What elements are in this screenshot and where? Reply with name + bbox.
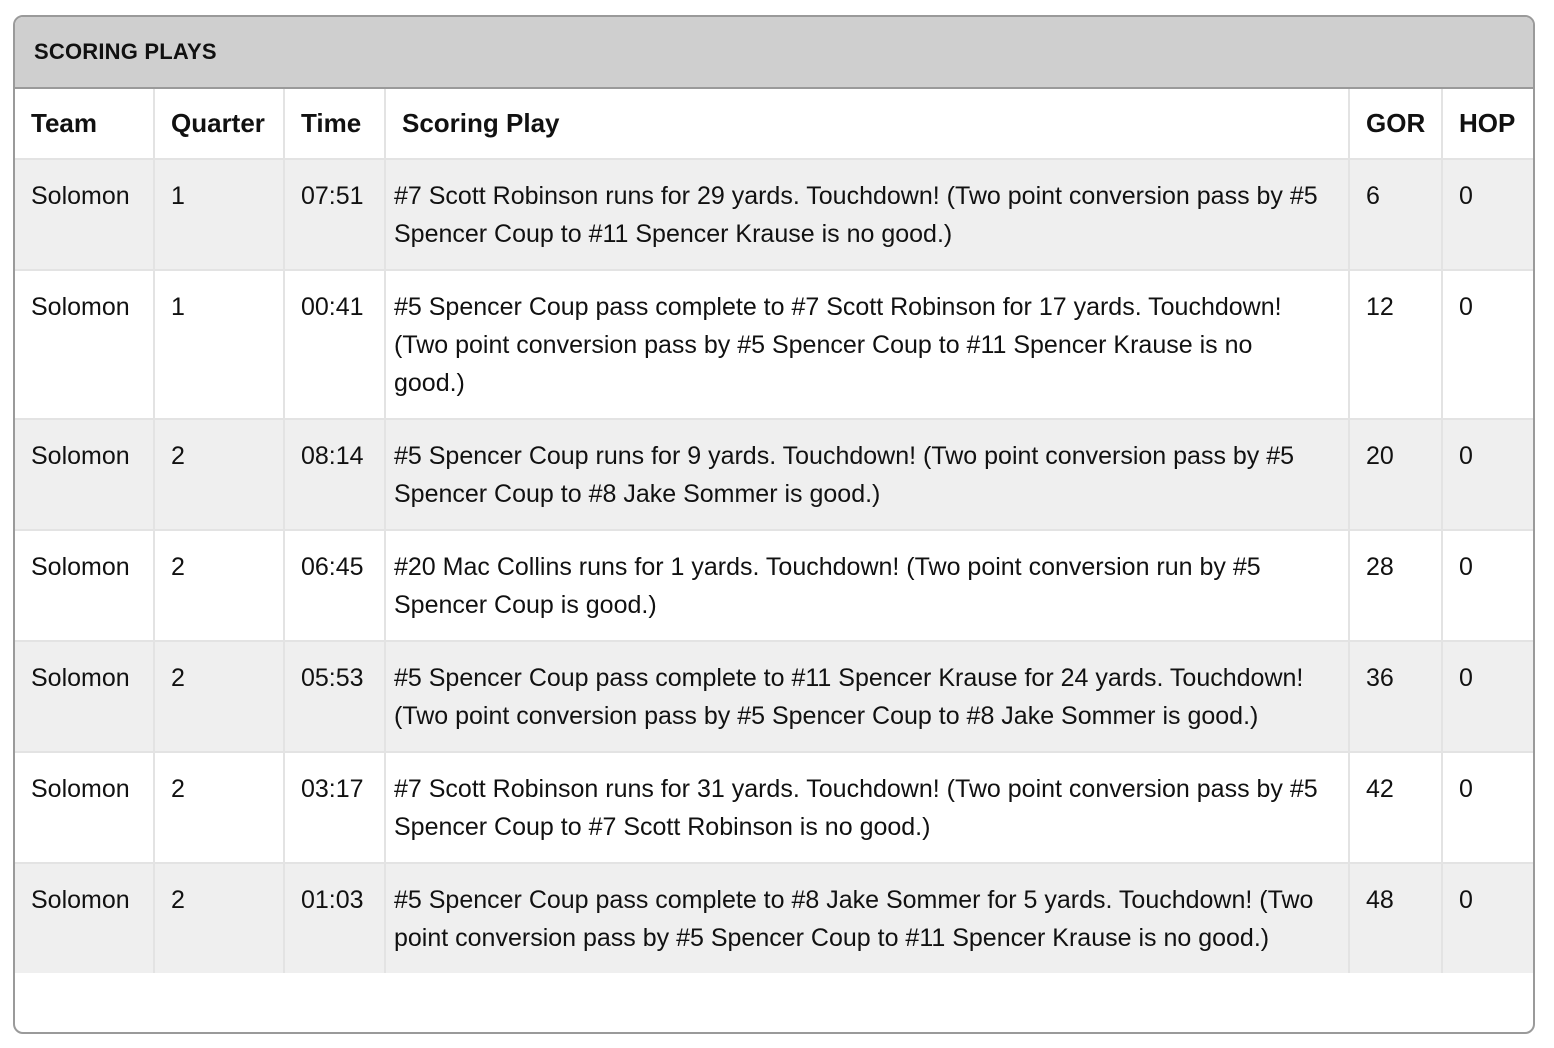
table-row bbox=[15, 863, 1533, 973]
hop-score-cell: 0 bbox=[1442, 419, 1533, 530]
table-row bbox=[15, 270, 1533, 419]
time-cell: 08:14 bbox=[284, 419, 385, 530]
team-cell: Solomon bbox=[15, 530, 154, 641]
team-cell: Solomon bbox=[15, 159, 154, 270]
gor-score-cell: 48 bbox=[1349, 863, 1442, 973]
table-row bbox=[15, 641, 1533, 752]
quarter-cell: 2 bbox=[154, 863, 284, 973]
scoring-play-cell: #5 Spencer Coup pass complete to #8 Jake Sommer for 5 yards. Touchdown! (Two point conversion pass by #5 Spencer Coup to #11 Spencer Krause is no good.) bbox=[385, 863, 1349, 973]
quarter-cell: 2 bbox=[154, 752, 284, 863]
scoring-play-cell: #5 Spencer Coup pass complete to #11 Spencer Krause for 24 yards. Touchdown! (Two point conversion pass by #5 Spencer Coup to #8 Jake Sommer is good.) bbox=[385, 641, 1349, 752]
hop-score-cell: 0 bbox=[1442, 863, 1533, 973]
time-cell: 03:17 bbox=[284, 752, 385, 863]
team-cell: Solomon bbox=[15, 752, 154, 863]
scoring-play-cell: #20 Mac Collins runs for 1 yards. Touchdown! (Two point conversion run by #5 Spencer Coup is good.) bbox=[385, 530, 1349, 641]
gor-score-cell: 20 bbox=[1349, 419, 1442, 530]
table-row bbox=[15, 530, 1533, 641]
team-cell: Solomon bbox=[15, 641, 154, 752]
gor-score-cell: 42 bbox=[1349, 752, 1442, 863]
gor-score-cell: 6 bbox=[1349, 159, 1442, 270]
time-cell: 06:45 bbox=[284, 530, 385, 641]
time-cell: 00:41 bbox=[284, 270, 385, 419]
team-cell: Solomon bbox=[15, 419, 154, 530]
column-header-hop: HOP bbox=[1442, 89, 1533, 159]
column-header-scoring-play: Scoring Play bbox=[385, 89, 1349, 159]
table-row bbox=[15, 752, 1533, 863]
quarter-cell: 2 bbox=[154, 419, 284, 530]
time-cell: 01:03 bbox=[284, 863, 385, 973]
hop-score-cell: 0 bbox=[1442, 270, 1533, 419]
table-row bbox=[15, 419, 1533, 530]
gor-score-cell: 12 bbox=[1349, 270, 1442, 419]
scoring-plays-panel bbox=[13, 15, 1535, 1034]
quarter-cell: 1 bbox=[154, 159, 284, 270]
column-header-team: Team bbox=[15, 89, 154, 159]
scoring-play-cell: #7 Scott Robinson runs for 31 yards. Touchdown! (Two point conversion pass by #5 Spencer Coup to #7 Scott Robinson is no good.) bbox=[385, 752, 1349, 863]
hop-score-cell: 0 bbox=[1442, 530, 1533, 641]
gor-score-cell: 28 bbox=[1349, 530, 1442, 641]
quarter-cell: 1 bbox=[154, 270, 284, 419]
hop-score-cell: 0 bbox=[1442, 159, 1533, 270]
scoring-play-cell: #7 Scott Robinson runs for 29 yards. Touchdown! (Two point conversion pass by #5 Spencer Coup to #11 Spencer Krause is no good.) bbox=[385, 159, 1349, 270]
team-cell: Solomon bbox=[15, 270, 154, 419]
column-header-quarter: Quarter bbox=[154, 89, 284, 159]
table-row bbox=[15, 159, 1533, 270]
scoring-play-cell: #5 Spencer Coup pass complete to #7 Scott Robinson for 17 yards. Touchdown! (Two point conversion pass by #5 Spencer Coup to #11 Spencer Krause is no good.) bbox=[385, 270, 1349, 419]
table-header-row bbox=[15, 89, 1533, 159]
hop-score-cell: 0 bbox=[1442, 641, 1533, 752]
team-cell: Solomon bbox=[15, 863, 154, 973]
quarter-cell: 2 bbox=[154, 641, 284, 752]
scoring-play-cell: #5 Spencer Coup runs for 9 yards. Touchdown! (Two point conversion pass by #5 Spencer Coup to #8 Jake Sommer is good.) bbox=[385, 419, 1349, 530]
time-cell: 05:53 bbox=[284, 641, 385, 752]
panel-title: SCORING PLAYS bbox=[15, 17, 1533, 89]
hop-score-cell: 0 bbox=[1442, 752, 1533, 863]
gor-score-cell: 36 bbox=[1349, 641, 1442, 752]
scoring-plays-table bbox=[15, 89, 1533, 973]
quarter-cell: 2 bbox=[154, 530, 284, 641]
column-header-time: Time bbox=[284, 89, 385, 159]
column-header-gor: GOR bbox=[1349, 89, 1442, 159]
time-cell: 07:51 bbox=[284, 159, 385, 270]
